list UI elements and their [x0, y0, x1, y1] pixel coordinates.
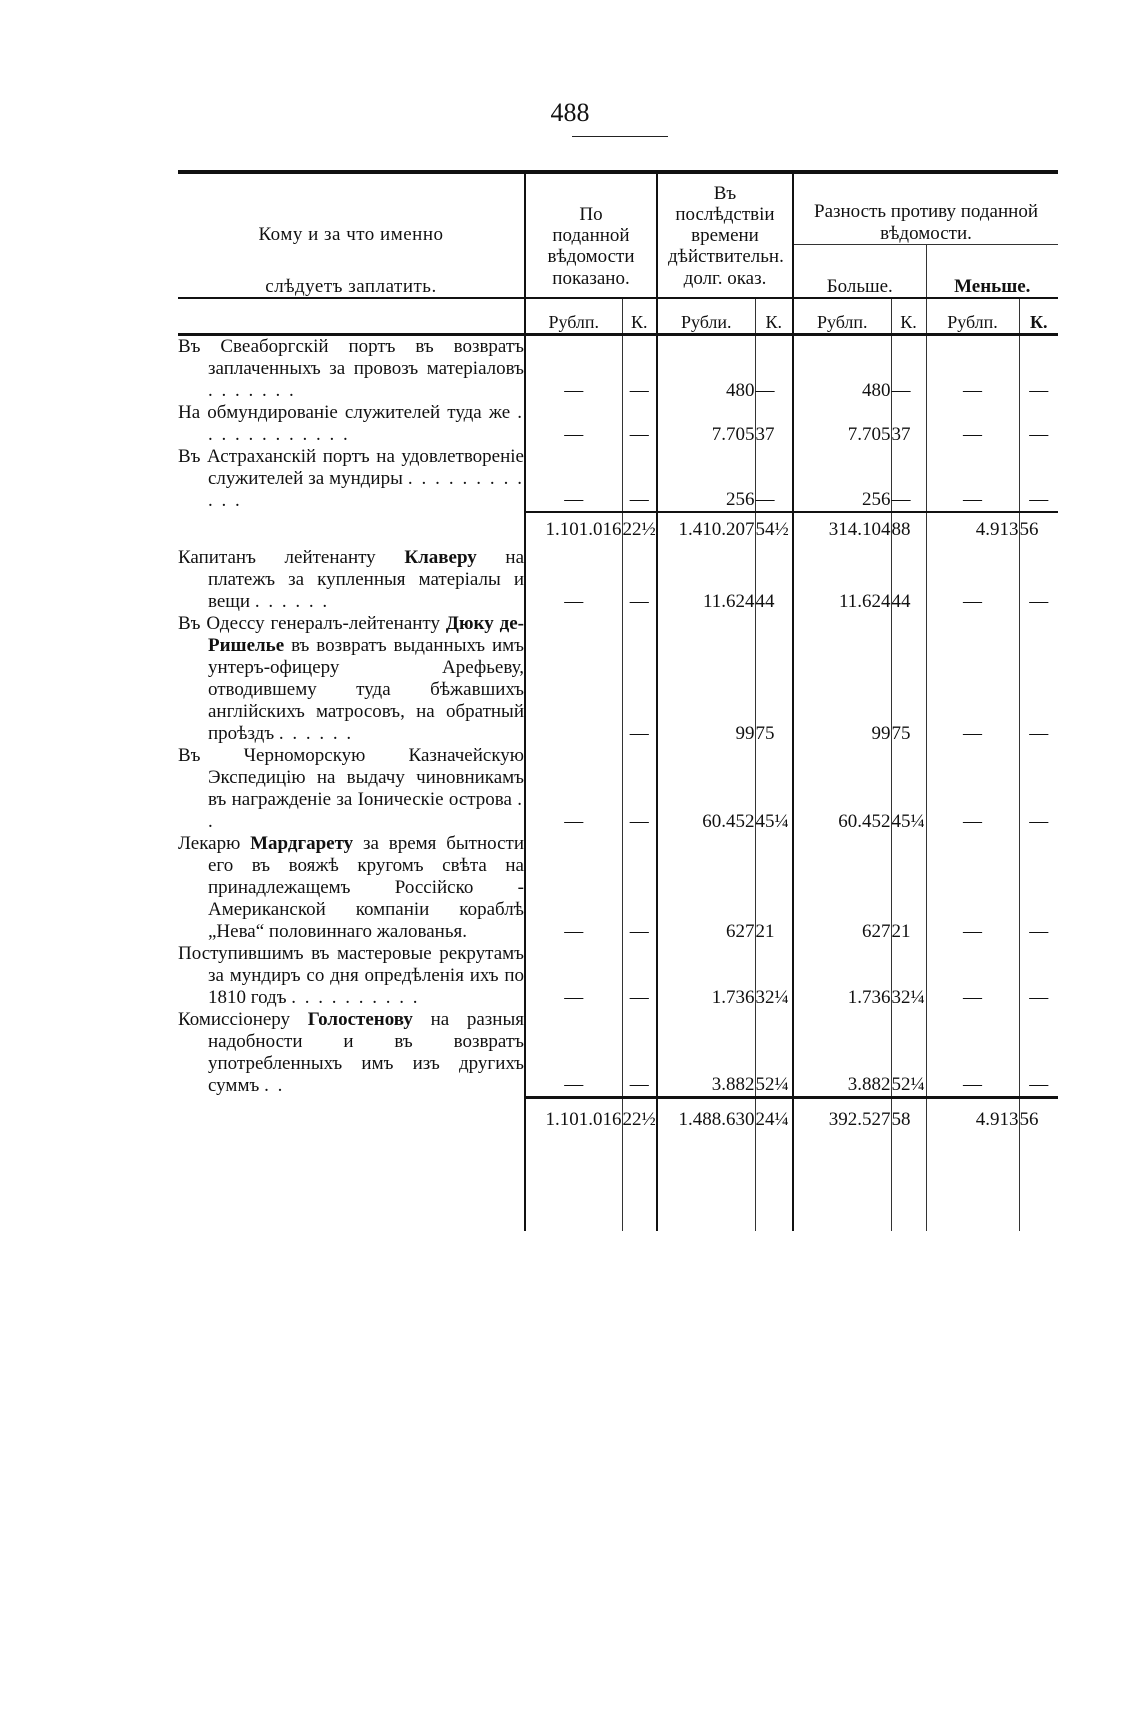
row-description: Поступившимъ въ мастеровые рекрутамъ за мундиръ со дня опредѣленія ихъ по 1810 годъ . . . . . . . . . .: [178, 943, 524, 1008]
units-rubles: Рубли.: [657, 298, 755, 335]
units-kopecks: К.: [622, 298, 657, 335]
header-reported: По поданной вѣдомости показано.: [525, 174, 657, 298]
row-description: Въ Одессу генералъ-лейтенанту Дюку де-Ришелье въ возвратъ выданныхъ имъ унтеръ-офицеру Арефьеву, отводившему туда бѣжавшихъ англійскихъ матросовъ, на обратный проѣздъ . . . . . .: [178, 613, 524, 744]
row-description: Въ Черноморскую Казначейскую Экспедицію на выдачу чиновникамъ въ награжденіе за Іоническіе острова . .: [178, 745, 525, 832]
row-description: Комиссіонеру Голостенову на разныя надобности и въ возвратъ употребленныхъ имъ изъ другихъ суммъ . .: [178, 1009, 524, 1096]
header-less: Меньше.: [926, 245, 1058, 299]
units-desc: [178, 298, 525, 335]
row-description: Лекарю Мардгарету за время бытности его въ вояжѣ кругомъ свѣта на принадлежащемъ Россійско - Американской компаніи кораблѣ „Нева“ половиннаго жалованья.: [178, 833, 524, 942]
page-number-rule: [572, 136, 668, 137]
units-rubles: Рублп.: [525, 298, 622, 335]
header-actual: Въ послѣдствіи времени дѣйствительн. долг. оказ.: [657, 174, 793, 298]
table-row: Въ Астраханскій портъ на удовлетвореніе служителей за мундиры . . . . . . . . . . . . — — 256 — 256 — — —: [178, 446, 1058, 512]
table-row: Капитанъ лейтенанту Клаверу на платежъ за купленныя матеріалы и вещи . . . . . . — — 11.624 44 11.624 44 — —: [178, 547, 1058, 613]
table-row: Лекарю Мардгарету за время бытности его въ вояжѣ кругомъ свѣта на принадлежащемъ Россійско - Американской компаніи кораблѣ „Нева“ половиннаго жалованья. — — 627 21 627 21 — —: [178, 833, 1058, 943]
table-row: Въ Одессу генералъ-лейтенанту Дюку де-Ришелье въ возвратъ выданныхъ имъ унтеръ-офицеру Арефьеву, отводившему туда бѣжавшихъ англійскихъ матросовъ, на обратный проѣздъ . . . . . . — 99 75 99 75 — —: [178, 613, 1058, 745]
table-row: На обмундированіе служителей туда же . . . . . . . . . . . . — — 7.705 37 7.705 37 — —: [178, 402, 1058, 446]
subtotal-row: 1.101.016 22½ 1.410.207 54½ 314.104 88 4.913 56: [178, 512, 1058, 547]
units-rubles: Рублп.: [926, 298, 1019, 335]
row-description: Въ Астраханскій портъ на удовлетвореніе служителей за мундиры . . . . . . . . . . . .: [178, 446, 525, 511]
ledger-table: [178, 170, 1058, 1231]
header-difference: Разность противу поданной вѣдомости.: [793, 174, 1058, 245]
row-description: Капитанъ лейтенанту Клаверу на платежъ за купленныя матеріалы и вещи . . . . . .: [178, 547, 524, 612]
row-description: На обмундированіе служителей туда же . . . . . . . . . . . .: [178, 402, 524, 445]
units-rubles: Рублп.: [793, 298, 891, 335]
header-more: Больше.: [793, 245, 926, 299]
table-row: Въ Свеаборгскій портъ въ возвратъ заплаченныхъ за провозъ матеріаловъ . . . . . . . — — 480 — 480 — — —: [178, 335, 1058, 403]
table-row: Комиссіонеру Голостенову на разныя надобности и въ возвратъ употребленныхъ имъ изъ другихъ суммъ . . — — 3.882 52¼ 3.882 52¼ — —: [178, 1009, 1058, 1097]
table-row: Поступившимъ въ мастеровые рекрутамъ за мундиръ со дня опредѣленія ихъ по 1810 годъ . . . . . . . . . . — — 1.736 32¼ 1.736 32¼ — —: [178, 943, 1058, 1009]
table-row: Въ Черноморскую Казначейскую Экспедицію на выдачу чиновникамъ въ награжденіе за Іоническіе острова . . — — 60.452 45¼ 60.452 45¼ — —: [178, 745, 1058, 833]
units-kopecks: К.: [891, 298, 926, 335]
units-kopecks: К.: [755, 298, 793, 335]
units-kopecks: К.: [1019, 298, 1058, 335]
row-description: Въ Свеаборгскій портъ въ возвратъ заплаченныхъ за провозъ матеріаловъ . . . . . . .: [178, 336, 524, 401]
page-number: 488: [550, 98, 590, 127]
header-description: Кому и за что именно слѣдуетъ заплатить.: [258, 224, 444, 297]
total-row: 1.101.016 22½ 1.488.630 24¼ 392.527 58 4.913 56: [178, 1097, 1058, 1141]
